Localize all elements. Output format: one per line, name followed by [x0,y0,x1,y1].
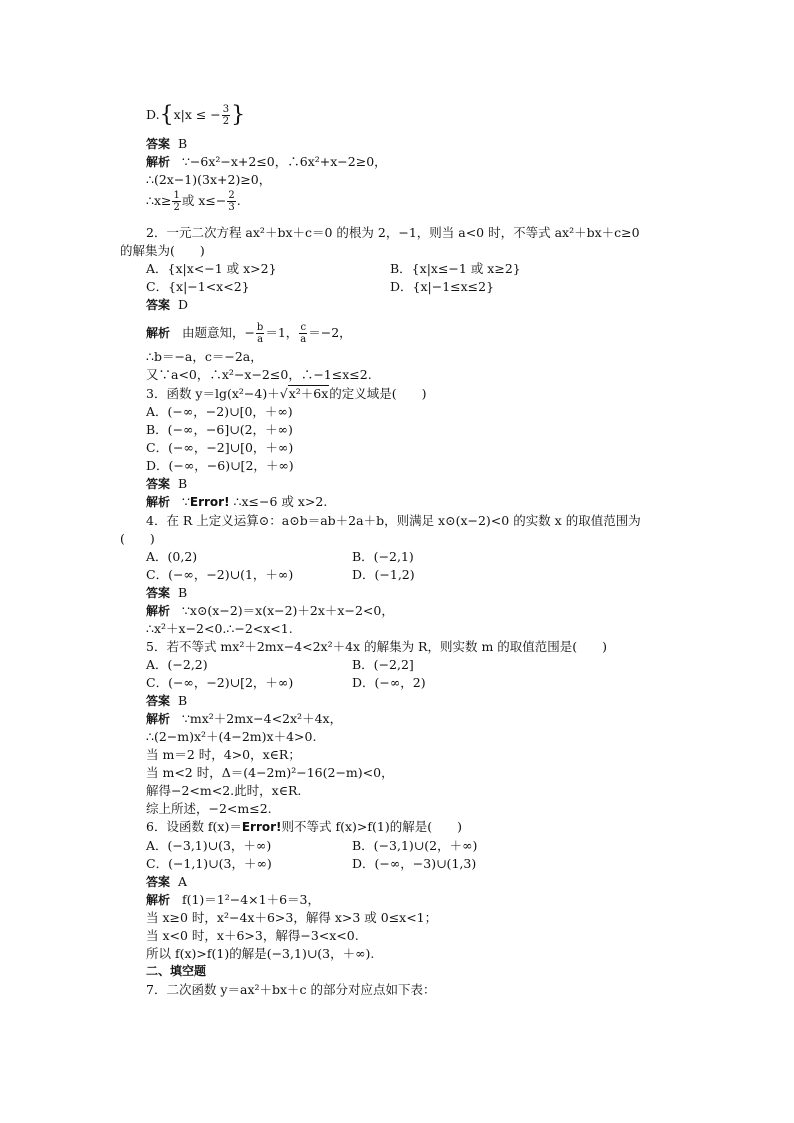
q4-explanation-1: 解析 ∵x⊙(x−2)＝x(x−2)＋2x＋x−2<0， [146,603,394,618]
q2-options-row2: C．{x|−1<x<2} D．{x|−1≤x≤2} [146,279,495,294]
q3-option-d: D．(−∞，−6)∪[2，＋∞) [146,458,294,473]
q3-option-c: C．(−∞，−2]∪[0，＋∞) [146,440,294,455]
q2-explanation-1: 解析 由题意知，− $\frac{b}{a}$ ＝1， $\frac{c}{a}$ ＝−2， [146,322,352,345]
q6-explanation-4: 所以 f(x)>f(1)的解是(−3,1)∪(3，＋∞). [146,946,375,961]
q5-explanation-6: 综上所述，−2<m≤2. [146,801,272,816]
q3-explanation: 解析 ∵Error! ∴x≤−6 或 x>2. [146,494,328,509]
q3-stem: 3．函数 y＝lg(x²−4)＋√x²＋6x的定义域是( ) [146,386,427,401]
q2-answer: 答案 D [146,297,188,312]
q7-stem: 7．二次函数 y＝ax²＋bx＋c 的部分对应点如下表： [146,982,436,997]
q5-explanation-4: 当 m<2 时，Δ＝(4−2m)²−16(2−m)<0， [146,765,394,780]
q2-options-row1: A．{x|x<−1 或 x>2} B．{x|x≤−1 或 x≥2} [146,261,521,276]
q5-options-row2: C．(−∞，−2)∪[2，＋∞) D．(−∞，2) [146,675,426,690]
q6-explanation-1: 解析 f(1)＝1²−4×1＋6＝3， [146,892,320,907]
q6-stem: 6．设函数 f(x)＝Error!则不等式 f(x)>f(1)的解是( ) [146,819,462,834]
section-heading-fill-in: 二、填空题 [146,964,207,978]
q3-option-a: A．(−∞，−2)∪[0，＋∞) [146,404,293,419]
q5-options-row1: A．(−2,2) B．(−2,2] [146,657,414,672]
q1-explanation-3: ∴x≥ $\frac{1}{2}$ 或 x≤− $\frac{2}{3}$ . [146,190,241,213]
q1-explanation-1: 解析 ∵−6x²−x+2≤0，∴6x²+x−2≥0， [146,154,387,169]
q5-explanation-3: 当 m＝2 时，4>0，x∈R； [146,747,301,762]
q4-stem-1: 4．在 R 上定义运算⊙：a⊙b＝ab＋2a＋b，则满足 x⊙(x−2)<0 的实数 x 的取值范围为 [146,513,641,528]
q4-options-row1: A．(0,2) B．(−2,1) [146,549,414,564]
q6-options-row2: C．(−1,1)∪(3，＋∞) D．(−∞，−3)∪(1,3) [146,856,477,871]
q5-stem: 5．若不等式 mx²＋2mx−4<2x²＋4x 的解集为 R，则实数 m 的取值范围是( ) [146,639,608,654]
q1-option-d: D.{x|x ≤ − $\frac{3}{2}$ } [146,102,246,128]
q2-explanation-2: ∴b＝−a，c＝−2a， [146,349,263,364]
q5-answer: 答案 B [146,693,188,708]
q2-explanation-3: 又∵a<0，∴x²−x−2≤0，∴−1≤x≤2. [146,367,372,382]
q1-explanation-2: ∴(2x−1)(3x+2)≥0， [146,172,272,187]
q3-option-b: B．(−∞，−6]∪(2，＋∞) [146,422,293,437]
q6-options-row1: A．(−3,1)∪(3，＋∞) B．(−3,1)∪(2，＋∞) [146,838,478,853]
q1-answer: 答案 B [146,136,188,151]
q3-answer: 答案 B [146,476,188,491]
q4-stem-2: ( ) [120,531,155,546]
q5-explanation-5: 解得−2<m<2.此时，x∈R. [146,783,302,798]
q6-explanation-2: 当 x≥0 时，x²−4x＋6>3，解得 x>3 或 0≤x<1； [146,910,438,925]
q4-options-row2: C．(−∞，−2)∪(1，＋∞) D．(−1,2) [146,567,415,582]
q5-explanation-2: ∴(2−m)x²＋(4−2m)x＋4>0. [146,729,317,744]
q4-answer: 答案 B [146,585,188,600]
q6-explanation-3: 当 x<0 时，x＋6>3，解得−3<x<0. [146,928,359,943]
q5-explanation-1: 解析 ∵mx²＋2mx−4<2x²＋4x， [146,711,343,726]
q4-explanation-2: ∴x²＋x−2<0.∴−2<x<1. [146,621,293,636]
q2-stem-2: 的解集为( ) [120,243,205,258]
q6-answer: 答案 A [146,874,187,889]
q2-stem-1: 2．一元二次方程 ax²＋bx＋c＝0 的根为 2，−1，则当 a<0 时，不等式 ax²＋bx＋c≥0 [146,225,640,240]
